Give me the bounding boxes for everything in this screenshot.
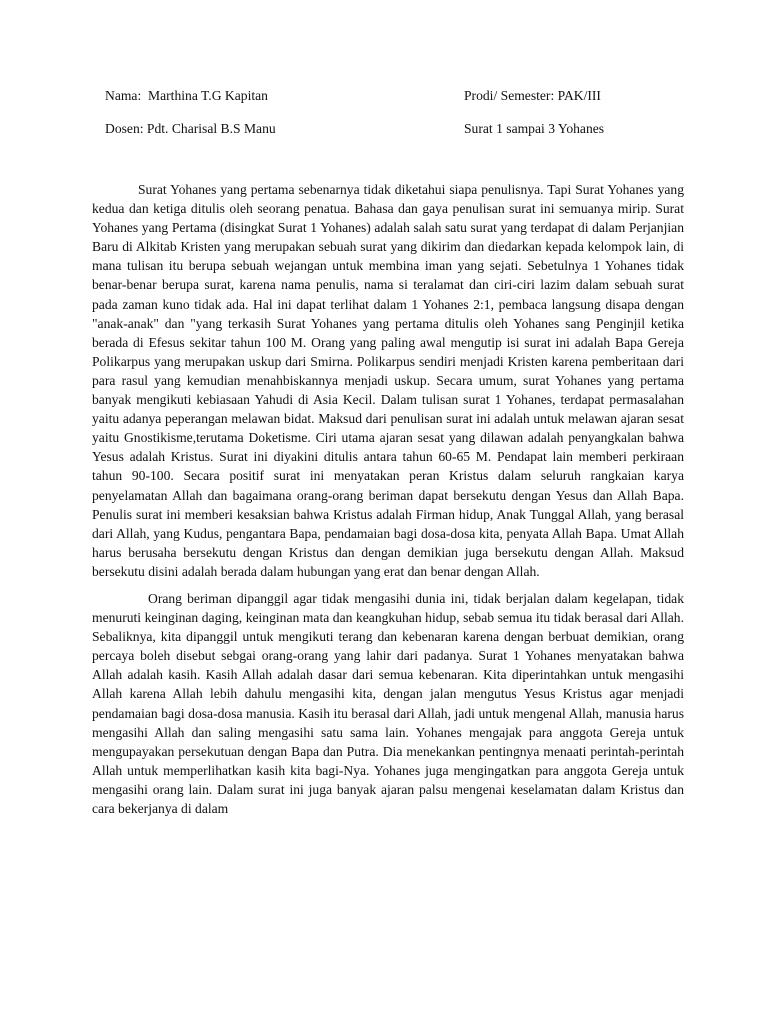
paragraph-2: Orang beriman dipanggil agar tidak mengasihi dunia ini, tidak berjalan dalam kegelapan, tidak menuruti keinginan daging, keinginan mata dan keangkuhan hidup, sebab semua itu tidak berasal dari Allah. Sebaliknya, kita dipanggil untuk mengikuti terang dan kebenaran karena dengan berbuat demikian, orang percaya boleh disebut sebgai orang-orang yang lahir dari padanya. Surat 1 Yohanes menyatakan bahwa Allah adalah kasih. Kasih Allah adalah dasar dari semua kebenaran. Kita diperintahkan untuk mengasihi Allah karena Allah lebih dahulu mengasihi kita, dengan jalan mengutus Yesus Kristus agar menjadi pendamaian bagi dosa-dosa manusia. Kasih itu berasal dari Allah, jadi untuk mengenal Allah, manusia harus mengasihi Allah dan saling mengasihi satu sama lain. Yohanes mengajak para anggota Gereja untuk mengupayakan persekutuan dengan Bapa dan Putra. Dia menekankan pentingnya menaati perintah-perintah Allah untuk memperlihatkan kasih kita bagi-Nya. Yohanes juga mengingatkan para anggota Gereja untuk mengasihi orang lain. Dalam surat ini juga banyak ajaran palsu mengenai keselamatan dalam Kristus dan cara bekerjanya di dalam bbox=[92, 590, 684, 816]
assignment-subject: Surat 1 sampai 3 Yohanes bbox=[464, 121, 605, 136]
student-name: Nama: Marthina T.G Kapitan bbox=[105, 88, 268, 103]
lecturer-name: Dosen: Pdt. Charisal B.S Manu bbox=[105, 121, 276, 136]
study-program-semester: Prodi/ Semester: PAK/III bbox=[464, 88, 601, 103]
paragraph-1: Surat Yohanes yang pertama sebenarnya tidak diketahui siapa penulisnya. Tapi Surat Yohanes yang kedua dan ketiga ditulis oleh seorang penatua. Bahasa dan gaya penulisan surat ini semuanya mirip. Surat Yohanes yang Pertama (disingkat Surat 1 Yohanes) adalah salah satu surat yang terdapat di dalam Perjanjian Baru di Alkitab Kristen yang merupakan sebuah surat yang dikirim dan diedarkan kepada kelompok lain, di mana tulisan itu berupa sebuah wejangan untuk membina iman yang sejati. Sebetulnya 1 Yohanes tidak benar-benar berupa surat, karena nama penulis, nama si teralamat dan ciri-ciri lazim dalam sebuah surat pada zaman kuno tidak ada. Hal ini dapat terlihat dalam 1 Yohanes 2:1, pembaca langsung disapa dengan "anak-anak" dan "yang terkasih Surat Yohanes yang pertama ditulis oleh Yohanes sang Penginjil ketika berada di Efesus sekitar tahun 100 M. Orang yang paling awal mengutip isi surat ini adalah Bapa Gereja Polikarpus yang merupakan uskup dari Smirna. Polikarpus sendiri menjadi Kristen karena pemberitaan dari para rasul yang kemudian menahbiskannya menjadi uskup. Secara umum, surat Yohanes yang pertama banyak mengikuti kebiasaan Yahudi di Asia Kecil. Dalam tulisan surat 1 Yohanes, terdapat permasalahan yaitu adanya peperangan melawan bidat. Maksud dari penulisan surat ini adalah untuk melawan ajaran sesat yaitu Gnostikisme,terutama Doketisme. Ciri utama ajaran sesat yang dilawan adalah penyangkalan bahwa Yesus adalah Kristus. Surat ini diyakini ditulis antara tahun 60-65 M. Pendapat lain memberi perkiraan tahun 90-100. Secara positif surat ini menyatakan peran Kristus dalam seluruh rangkaian karya penyelamatan Allah dan bagaimana orang-orang beriman dapat bersekutu dengan Yesus dan Allah Bapa. Penulis surat ini memberi kesaksian bahwa Kristus adalah Firman hidup, Anak Tunggal Allah, yang berasal dari Allah, yang Kudus, pengantara Bapa, pendamaian bagi dosa-dosa kita, penyata Allah Bapa. Umat Allah harus berusaha bersekutu dengan Kristus dan dengan demikian juga bersekutu dengan Allah. Maksud bersekutu disini adalah berada dalam hubungan yang erat dan benar dengan Allah. bbox=[92, 182, 684, 579]
document-body bbox=[92, 180, 684, 818]
